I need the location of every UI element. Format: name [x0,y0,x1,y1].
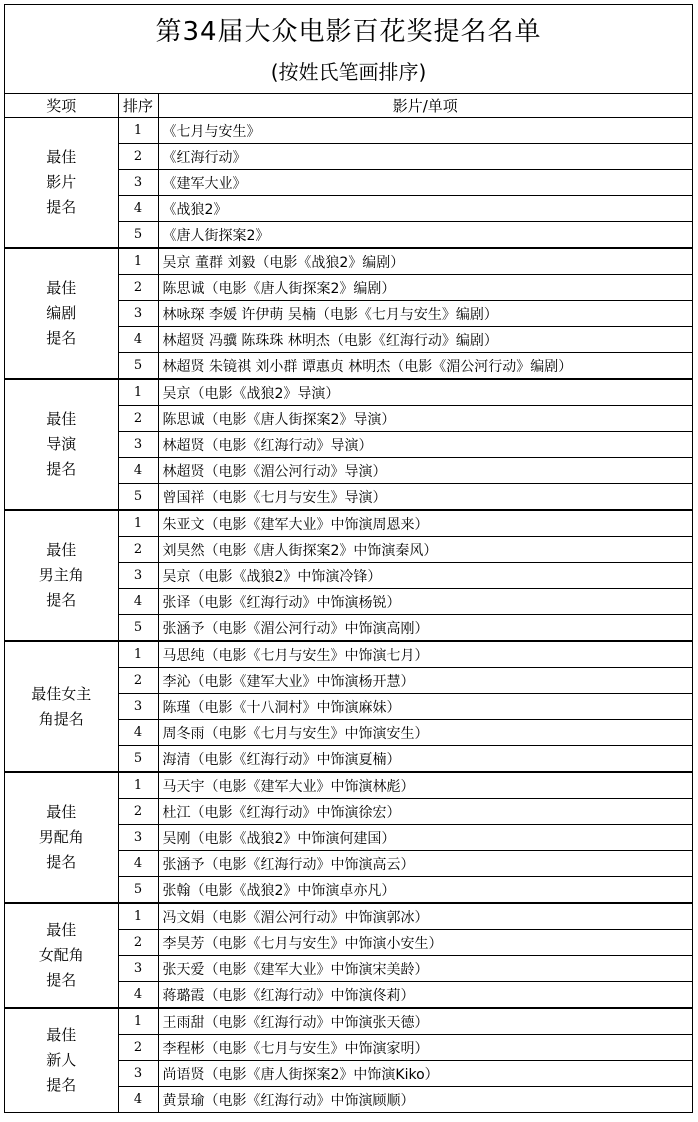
order-number: 2 [118,930,158,956]
order-number: 1 [118,772,158,799]
nominee-entry: 吴京 董群 刘毅（电影《战狼2》编剧） [158,248,692,275]
nominee-entry: 黄景瑜（电影《红海行动》中饰演顾顺） [158,1087,692,1113]
order-number: 4 [118,851,158,877]
nominee-entry: 李沁（电影《建军大业》中饰演杨开慧） [158,668,692,694]
nominee-entry: 张涵予（电影《红海行动》中饰演高云） [158,851,692,877]
table-row [5,641,692,668]
nominee-entry: 海清（电影《红海行动》中饰演夏楠） [158,746,692,773]
order-number: 4 [118,589,158,615]
order-number: 4 [118,720,158,746]
award-category [5,1008,118,1113]
order-number: 4 [118,327,158,353]
order-number: 4 [118,1087,158,1113]
award-category-line: 最佳 [46,803,77,821]
nominee-entry: 周冬雨（电影《七月与安生》中饰演安生） [158,720,692,746]
award-category-line: 新人 [46,1051,77,1069]
award-category-line: 提名 [46,329,77,347]
order-number: 2 [118,537,158,563]
table-row [5,510,692,537]
nominee-entry: 《战狼2》 [158,196,692,222]
nominee-entry: 陈瑾（电影《十八洞村》中饰演麻妹） [158,694,692,720]
nominee-entry: 张天爱（电影《建军大业》中饰演宋美龄） [158,956,692,982]
table-row [5,248,692,275]
order-number: 3 [118,301,158,327]
award-category [5,379,118,510]
award-category-line: 最佳 [46,279,77,297]
order-number: 3 [118,825,158,851]
table-row [5,118,692,144]
nominee-entry: 林超贤 朱镜祺 刘小群 谭惠贞 林明杰（电影《湄公河行动》编剧） [158,353,692,380]
nominee-entry: 吴京（电影《战狼2》中饰演冷锋） [158,563,692,589]
nominee-entry: 林超贤（电影《红海行动》导演） [158,432,692,458]
order-number: 5 [118,877,158,904]
order-number: 5 [118,484,158,511]
order-number: 1 [118,118,158,144]
nominee-entry: 朱亚文（电影《建军大业》中饰演周恩来） [158,510,692,537]
order-number: 2 [118,406,158,432]
table-row [5,379,692,406]
award-category-line: 提名 [46,591,77,609]
document-subtitle: (按姓氏笔画排序) [270,60,427,84]
nominee-entry: 刘昊然（电影《唐人街探案2》中饰演秦风） [158,537,692,563]
order-number: 5 [118,746,158,773]
table-row [5,903,692,930]
award-category-line: 提名 [46,460,77,478]
order-number: 1 [118,903,158,930]
award-category-line: 最佳 [46,921,77,939]
nominee-entry: 林超贤 冯骥 陈珠珠 林明杰（电影《红海行动》编剧） [158,327,692,353]
order-number: 2 [118,144,158,170]
nominee-entry: 李昊芳（电影《七月与安生》中饰演小安生） [158,930,692,956]
order-number: 4 [118,196,158,222]
nominee-entry: 张翰（电影《战狼2》中饰演卓亦凡） [158,877,692,904]
award-category-line: 提名 [46,853,77,871]
nominee-entry: 马天宇（电影《建军大业》中饰演林彪） [158,772,692,799]
order-number: 1 [118,510,158,537]
award-category [5,903,118,1008]
nominee-entry: 冯文娟（电影《湄公河行动》中饰演郭冰） [158,903,692,930]
nominee-entry: 《七月与安生》 [158,118,692,144]
header-order: 排序 [118,94,158,118]
nominee-entry: 吴京（电影《战狼2》导演） [158,379,692,406]
nominee-entry: 张涵予（电影《湄公河行动》中饰演高刚） [158,615,692,642]
award-category-line: 女配角 [38,946,84,964]
table-row [5,1008,692,1035]
order-number: 4 [118,458,158,484]
order-number: 3 [118,956,158,982]
nomination-sheet [4,4,693,1113]
order-number: 2 [118,799,158,825]
award-category-line: 最佳 [46,541,77,559]
nominee-entry: 林超贤（电影《湄公河行动》导演） [158,458,692,484]
table-header-row [5,94,692,118]
award-category-line: 最佳 [46,1026,77,1044]
table-row [5,772,692,799]
order-number: 3 [118,1061,158,1087]
award-category-line: 提名 [46,1076,77,1094]
table-body [5,118,692,1113]
award-category-line: 提名 [46,971,77,989]
nominee-entry: 《唐人街探案2》 [158,222,692,249]
nominee-entry: 吴刚（电影《战狼2》中饰演何建国） [158,825,692,851]
award-category-line: 编剧 [46,304,77,322]
order-number: 1 [118,641,158,668]
award-category-line: 男配角 [38,828,84,846]
order-number: 2 [118,668,158,694]
header-category: 奖项 [5,94,118,118]
award-category-line: 最佳女主 [31,684,92,703]
nominee-entry: 陈思诚（电影《唐人街探案2》编剧） [158,275,692,301]
order-number: 4 [118,982,158,1009]
award-category-line: 导演 [46,435,77,453]
nominee-entry: 马思纯（电影《七月与安生》中饰演七月） [158,641,692,668]
nomination-table [5,93,692,1113]
award-category-line: 提名 [46,198,77,216]
order-number: 3 [118,432,158,458]
nominee-entry: 李程彬（电影《七月与安生》中饰演家明） [158,1035,692,1061]
order-number: 1 [118,379,158,406]
award-category [5,510,118,641]
nominee-entry: 《红海行动》 [158,144,692,170]
order-number: 3 [118,694,158,720]
nominee-entry: 林咏琛 李媛 许伊萌 吴楠（电影《七月与安生》编剧） [158,301,692,327]
award-category [5,641,118,772]
nominee-entry: 陈思诚（电影《唐人街探案2》导演） [158,406,692,432]
award-category-line: 最佳 [46,410,77,428]
nominee-entry: 曾国祥（电影《七月与安生》导演） [158,484,692,511]
order-number: 3 [118,563,158,589]
nominee-entry: 王雨甜（电影《红海行动》中饰演张天德） [158,1008,692,1035]
award-category-line: 角提名 [38,709,84,728]
document-title: 第34届大众电影百花奖提名名单 [155,17,542,47]
award-category [5,772,118,903]
nominee-entry: 张译（电影《红海行动》中饰演杨锐） [158,589,692,615]
order-number: 2 [118,275,158,301]
order-number: 1 [118,248,158,275]
order-number: 5 [118,222,158,249]
award-category [5,248,118,379]
nominee-entry: 杜江（电影《红海行动》中饰演徐宏） [158,799,692,825]
award-category-line: 男主角 [38,566,84,584]
award-category-line: 影片 [46,173,77,191]
order-number: 1 [118,1008,158,1035]
nominee-entry: 《建军大业》 [158,170,692,196]
nominee-entry: 尚语贤（电影《唐人街探案2》中饰演Kiko） [158,1061,692,1087]
nominee-entry: 蒋璐霞（电影《红海行动》中饰演佟莉） [158,982,692,1009]
award-category-line: 最佳 [46,148,77,166]
header-entry: 影片/单项 [158,94,692,118]
order-number: 5 [118,353,158,380]
order-number: 2 [118,1035,158,1061]
award-category [5,118,118,249]
order-number: 5 [118,615,158,642]
order-number: 3 [118,170,158,196]
